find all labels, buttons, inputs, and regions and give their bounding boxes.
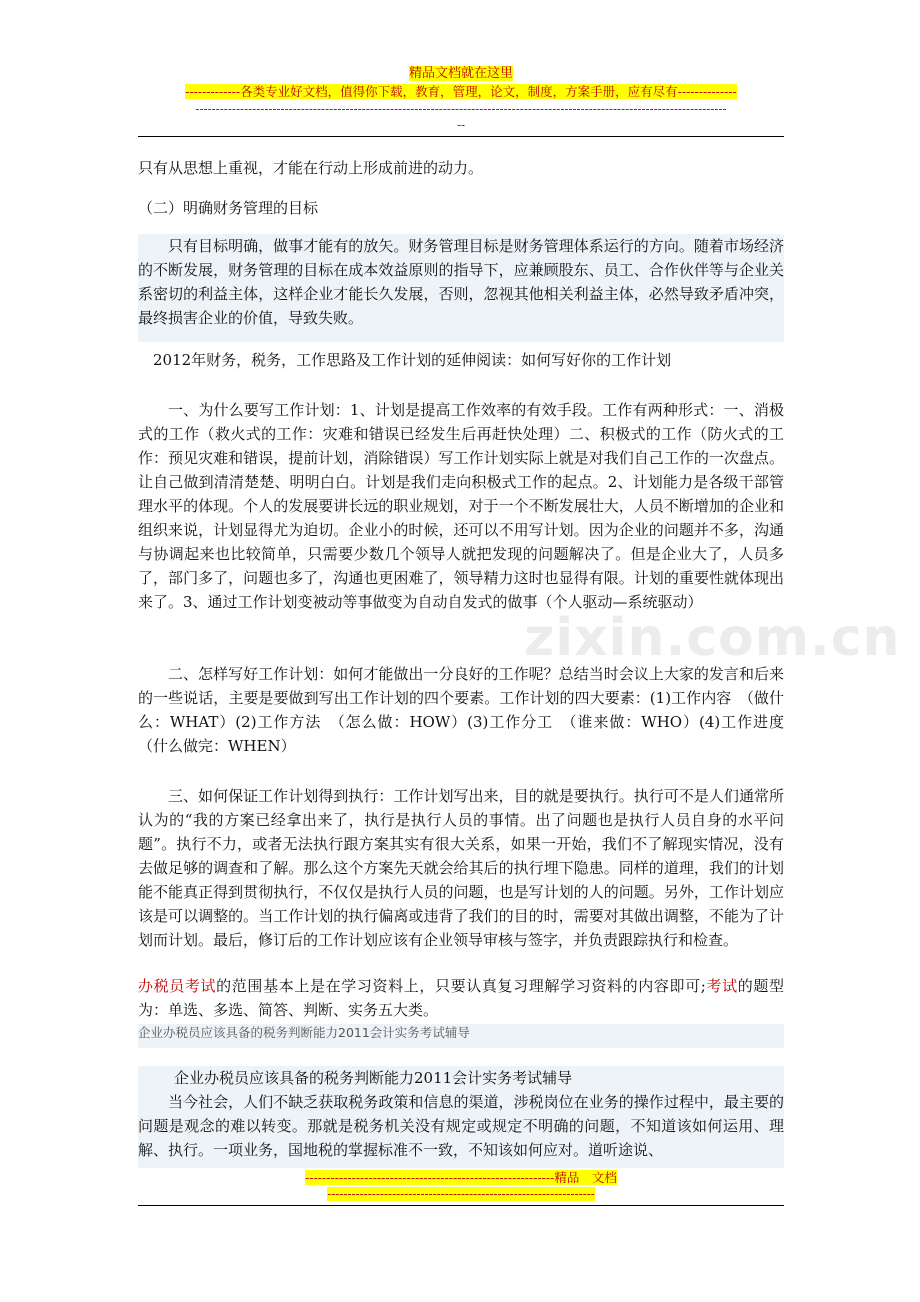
header-title: 精品文档就在这里: [408, 66, 513, 81]
header-slogan: -------------各类专业好文档，值得你下载，教育，管理，论文，制度，方案手册，应有尽有--------------: [185, 84, 737, 99]
footer-rule: [138, 1205, 784, 1206]
footer-text: -----------------------------------------------------------精品 文档: [305, 1170, 617, 1185]
article-body: 当今社会，人们不缺乏获取税务政策和信息的渠道，涉税岗位在业务的操作过程中，最主要的问题是观念的难以转变。那就是税务机关没有规定或规定不明确的问题，不知道该如何运用、理解、执行。一项业务，国地税的掌握标准不一致，不知该如何应对。道听途说、: [138, 1093, 784, 1159]
exam-link-tax-clerk[interactable]: 办税员考试: [138, 977, 217, 995]
article-link-heading[interactable]: 企业办税员应该具备的税务判断能力2011会计实务考试辅导: [138, 1024, 784, 1048]
document-page: [138, 0, 901, 1302]
exam-link[interactable]: 考试: [705, 977, 738, 995]
section-heading-goal: （二）明确财务管理的目标: [138, 199, 319, 217]
paragraph-exam-scope: 办税员考试的范围基本上是在学习资料上，只要认真复习理解学习资料的内容即可;考试的题型为：单选、多选、简答、判断、实务五大类。: [138, 977, 784, 1019]
watermark-logo: zixin.com.cn: [524, 608, 901, 668]
paragraph-goal: 只有目标明确，做事才能有的放矢。财务管理目标是财务管理体系运行的方向。随着市场经济的不断发展，财务管理的目标在成本效益原则的指导下，应兼顾股东、员工、合作伙伴等与企业关系密切的利益主体，这样企业才能长久发展，否则，忽视其他相关利益主体，必然导致矛盾冲突，最终损害企业的价值，导致失败。: [138, 234, 784, 342]
paragraph-execute-plan: 三、如何保证工作计划得到执行：工作计划写出来，目的就是要执行。执行可不是人们通常所认为的“我的方案已经拿出来了，执行是执行人员的事情。出了问题也是执行人员自身的水平问题”。执行不力，或者无法执行跟方案其实有很大关系，如果一开始，我们不了解现实情况，没有去做足够的调查和了解。那么这个方案先天就会给其后的执行埋下隐患。同样的道理，我们的计划能不能真正得到贯彻执行，不仅仅是执行人员的问题，也是写计划的人的问题。另外，工作计划应该是可以调整的。当工作计划的执行偏离或违背了我们的目的时，需要对其做出调整，不能为了计划而计划。最后，修订后的工作计划应该有企业领导审核与签字，并负责跟踪执行和检查。: [138, 787, 784, 949]
footer-dash-line: ------------------------------------------------------------------: [327, 1187, 595, 1201]
article-title: 企业办税员应该具备的税务判断能力2011会计实务考试辅导: [174, 1069, 573, 1087]
extended-reading-title: 2012年财务，税务，工作思路及工作计划的延伸阅读：如何写好你的工作计划: [153, 351, 672, 369]
paragraph-how-plan: 二、怎样写好工作计划：如何才能做出一分良好的工作呢？总结当时会议上大家的发言和后来的一些说话，主要是要做到写出工作计划的四个要素。工作计划的四大要素：(1)工作内容 （做什么：WHAT）(2)工作方法 （怎么做：HOW）(3)工作分工 （谁来做：WHO）(4)工作进度 （什么做完：WHEN）: [138, 665, 800, 755]
article-excerpt: [138, 1066, 784, 1168]
paragraph-why-plan: 一、为什么要写工作计划：1、计划是提高工作效率的有效手段。工作有两种形式：一、消极式的工作（救火式的工作：灾难和错误已经发生后再赶快处理）二、积极式的工作（防火式的工作：预见灾难和错误，提前计划，消除错误）写工作计划实际上就是对我们自己工作的一次盘点。让自己做到清清楚楚、明明白白。计划是我们走向积极式工作的起点。2、计划能力是各级干部管理水平的体现。个人的发展要讲长远的职业规划，对于一个不断发展壮大，人员不断增加的企业和组织来说，计划显得尤为迫切。企业小的时候，还可以不用写计划。因为企业的问题并不多，沟通与协调起来也比较简单，只需要少数几个领导人就把发现的问题解决了。但是企业大了，人员多了，部门多了，问题也多了，沟通也更困难了，领导精力这时也显得有限。计划的重要性就体现出来了。3、通过工作计划变被动等事做变为自动自发式的做事（个人驱动—系统驱动）: [138, 401, 784, 611]
header-rule: [138, 136, 784, 137]
header-dash-line: -----------------------------------------------------------------------------------------------------------------------------------: [195, 102, 727, 116]
paragraph-motivation: 只有从思想上重视，才能在行动上形成前进的动力。: [138, 159, 484, 177]
header-dash-line-2: --: [456, 118, 466, 132]
